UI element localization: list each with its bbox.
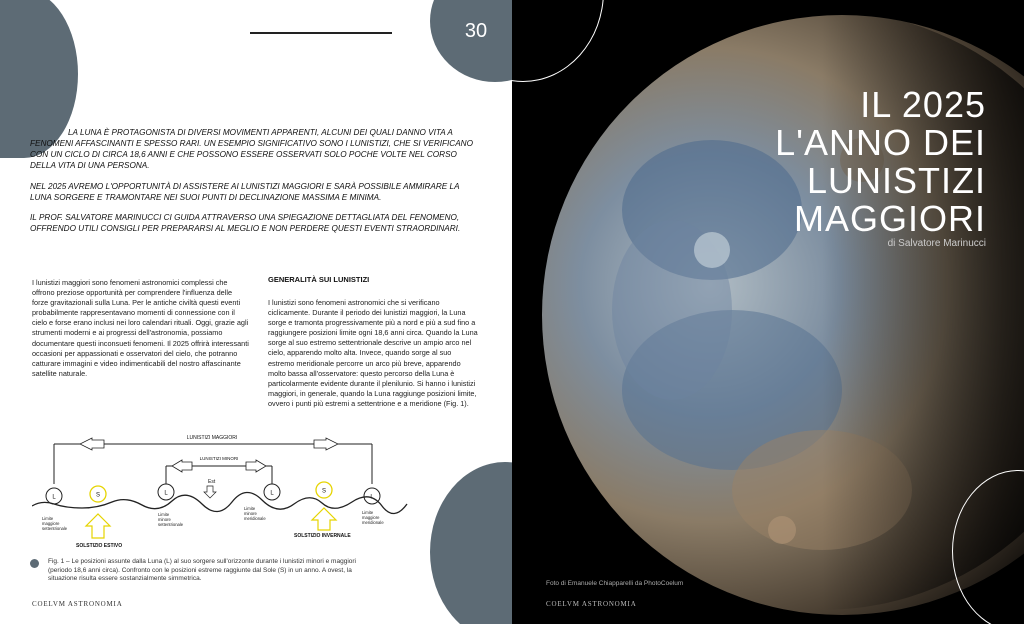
label-minore-2: minore [158, 517, 171, 522]
section-heading: GENERALITÀ SUI LUNISTIZI [268, 275, 370, 284]
right-page [512, 0, 1024, 624]
moon-symbol-3: L [270, 490, 274, 497]
author-byline: di Salvatore Marinucci [887, 238, 986, 249]
label-meridionale-3: meridionale [244, 516, 266, 521]
header-rule [250, 32, 392, 34]
label-settentrionale-1: settentrionale [42, 526, 68, 531]
label-limite-4: Limite [362, 510, 374, 515]
title-line-3: LUNISTIZI [806, 160, 986, 201]
label-lunistizi-minori: LUNISTIZI MINORI [199, 456, 239, 461]
label-limite-1: Limite [42, 516, 54, 521]
label-meridionale-4: meridionale [362, 520, 384, 525]
intro-paragraph-3: IL PROF. SALVATORE MARINUCCI CI GUIDA ATTRAVERSO UNA SPIEGAZIONE DETTAGLIATA DEL FENOMENO, OFFRENDO UTILI CONSIGLI PER PREPARARSI AL MEGLIO E NON PERDERE QUESTI EVENTI STRAORDINARI. [30, 213, 461, 233]
svg-text:Limite minore meri [244, 506, 266, 521]
sun-symbol-1: S [95, 492, 101, 499]
body-column-1: I lunistizi maggiori sono fenomeni astronomici complessi che offrono preziose opportunità per comprendere l'influenza delle forze gravitazionali sulla Luna. Per le antiche civiltà questi eventi probabilmente rappresentavano momenti di connessione con il cielo e forse erano inclusi nei loro calendari rituali. Oggi, grazie agli strumenti moderni e ai progressi dell'astronomia, possiamo documentare questi inconsueti fenomeni. Il 2025 offrirà interessanti occasioni per appassionati e osservatori del cielo, che potranno catturare immagini e video indimenticabili del nostro affascinante satellite naturale. [32, 278, 249, 378]
body-column-2: I lunistizi sono fenomeni astronomici che si verificano ciclicamente. Durante il periodo dei lunistizi maggiori, la Luna sorge e tramonta progressivamente più a nord e più a sud fino a raggiungere posizioni limite ogni 18,6 anni circa. Quando la Luna sorge al suo estremo settentrionale descrive un ampio arco nel cielo, apparendo molto alta. Invece, quando sorge al suo estremo meridionale percorre un arco più breve, apparendo molto bassa all'osservatore: questo percorso della Luna è particolarmente evidente durante il plenilunio. Si hanno i lunistizi maggiori, in generale, quando la Luna raggiunge posizioni limite, ovvero i punti più estremi a settentrione e a meridione (Fig. 1). [268, 298, 478, 408]
label-solstizio-estivo: SOLSTIZIO ESTIVO [76, 543, 123, 549]
decorative-circle-bottom-right [430, 462, 512, 624]
footer-masthead-left: COELVM ASTRONOMIA [32, 600, 123, 608]
label-est: Est [208, 479, 216, 485]
svg-text:Limite minore sett [158, 512, 184, 527]
svg-text:Limite maggiore se [42, 516, 68, 531]
svg-text:Limite maggiore me [362, 510, 384, 525]
caption-bullet [30, 559, 39, 568]
label-limite-3: Limite [244, 506, 256, 511]
moon-symbol-1: L [52, 494, 56, 501]
lunistizi-diagram [32, 430, 412, 550]
moon-symbol-2: L [164, 490, 168, 497]
title-line-1: IL 2025 [860, 84, 986, 125]
title-line-2: L'ANNO DEI [775, 122, 986, 163]
label-maggiore-4: maggiore [362, 515, 380, 520]
label-maggiore-1: maggiore [42, 521, 60, 526]
label-settentrionale-2: settentrionale [158, 522, 184, 527]
page-number: 30 [464, 20, 488, 42]
label-solstizio-invernale: SOLSTIZIO INVERNALE [294, 533, 351, 539]
footer-masthead-right: COELVM ASTRONOMIA [546, 600, 637, 608]
label-minore-3: minore [244, 511, 257, 516]
label-lunistizi-maggiori: LUNISTIZI MAGGIORI [186, 435, 238, 441]
figure-caption: Fig. 1 – Le posizioni assunte dalla Luna (L) al suo sorgere sull'orizzonte durante i lunistizi minori e maggiori (periodo 18,6 anni circa). Confronto con le posizioni estreme raggiunte dal Sole (S) in un anno. A ovest, la situazione risulta essere sostanzialmente simmetrica. [48, 558, 356, 583]
intro-paragraph-1: LA LUNA È PROTAGONISTA DI DIVERSI MOVIMENTI APPARENTI, ALCUNI DEI QUALI DANNO VITA A FENOMENI AFFASCINANTI E SPESSO RARI. UN ESEMPIO SIGNIFICATIVO SONO I LUNISTIZI, CHE SI VERIFICANO CON UN CICLO DI CIRCA 18,6 ANNI E CHE POSSONO ESSERE OSSERVATI SOLO POCHE VOLTE NEL CORSO DELLA VITA DI UNA PERSONA. [30, 128, 473, 170]
sun-symbol-2: S [321, 488, 327, 495]
article-title [775, 86, 986, 238]
photo-credit: Foto di Emanuele Chiapparelli da PhotoCoelum [546, 580, 684, 587]
title-line-4: MAGGIORI [793, 198, 986, 239]
label-limite-2: Limite [158, 512, 170, 517]
intro-paragraph-2: NEL 2025 AVREMO L'OPPORTUNITÀ DI ASSISTERE AI LUNISTIZI MAGGIORI E SARÀ POSSIBILE AMMIRARE LA LUNA SORGERE E TRAMONTARE NEI SUOI PUNTI DI DECLINAZIONE MASSIMA E MINIMA. [30, 182, 460, 202]
moon-symbol-4: L [370, 494, 374, 501]
